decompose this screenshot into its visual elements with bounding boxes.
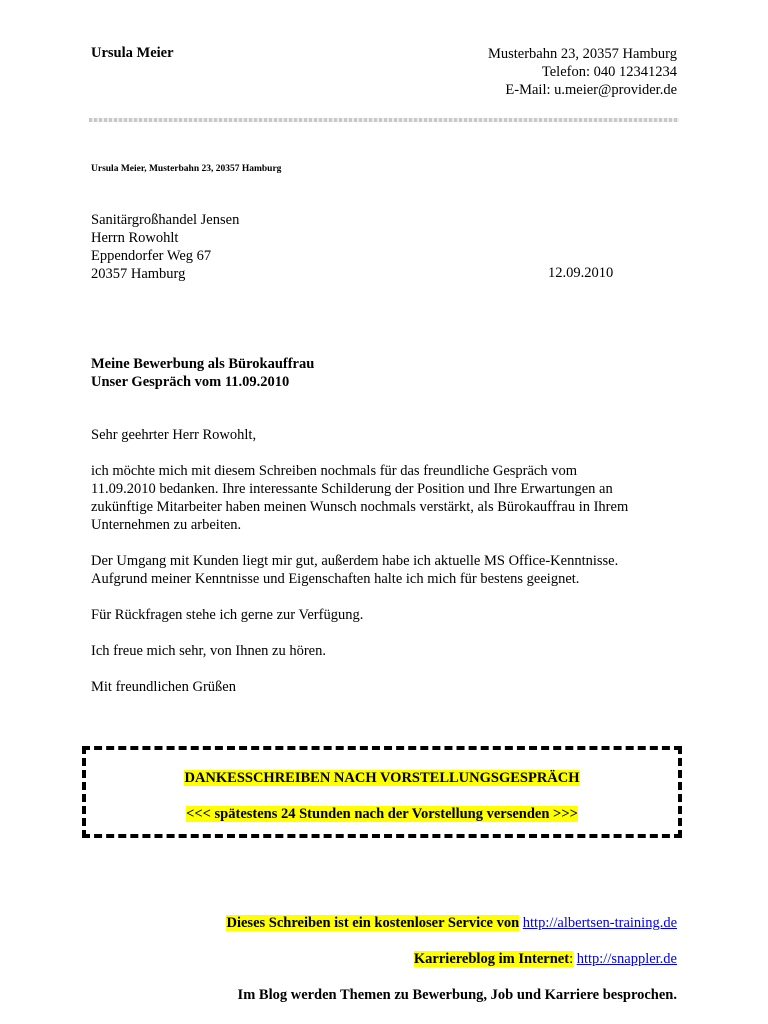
letter-body — [91, 426, 691, 714]
body-paragraph-1-line: 11.09.2010 bedanken. Ihre interessante Schilderung der Position und Ihre Erwartungen an — [91, 481, 613, 497]
service-link[interactable]: http://albertsen-training.de — [522, 915, 677, 931]
blog-link[interactable]: http://snappler.de — [576, 951, 677, 967]
sender-address: Musterbahn 23, 20357 Hamburg — [487, 46, 677, 62]
body-paragraph-2-line: Aufgrund meiner Kenntnisse und Eigenschaften halte ich mich für bestens geeignet. — [91, 571, 580, 587]
recipient-person: Herrn Rowohlt — [91, 230, 179, 246]
sender-contact-block — [488, 45, 677, 99]
body-paragraph-1-line: zukünftige Mitarbeiter haben meinen Wunsch nochmals verstärkt, als Bürokauffrau in Ihrem — [91, 499, 629, 515]
footer-blog-separator: : — [569, 951, 574, 967]
body-paragraph-2 — [91, 552, 691, 588]
footer-service-text: Dieses Schreiben ist ein kostenloser Service von — [226, 915, 520, 931]
sender-name: Ursula Meier — [91, 45, 174, 61]
body-paragraph-1-line: ich möchte mich mit diesem Schreiben nochmals für das freundliche Gespräch vom — [91, 463, 578, 479]
body-paragraph-1-line: Unternehmen zu arbeiten. — [91, 517, 242, 533]
recipient-city: 20357 Hamburg — [91, 266, 186, 282]
subject-line-1: Meine Bewerbung als Bürokauffrau — [91, 356, 315, 372]
body-paragraph-4: Ich freue mich sehr, von Ihnen zu hören. — [91, 643, 326, 659]
footer-service — [226, 915, 677, 932]
subject-line-2: Unser Gespräch vom 11.09.2010 — [91, 374, 290, 390]
header-separator — [89, 118, 679, 122]
body-paragraph-2-line: Der Umgang mit Kunden liegt mir gut, außerdem habe ich aktuelle MS Office-Kenntnisse. — [91, 553, 619, 569]
body-paragraph-3: Für Rückfragen stehe ich gerne zur Verfügung. — [91, 607, 364, 623]
footer-blog-label: Karriereblog im Internet — [413, 951, 570, 967]
sender-phone: Telefon: 040 12341234 — [541, 64, 677, 80]
return-address: Ursula Meier, Musterbahn 23, 20357 Hamburg — [91, 164, 282, 174]
body-paragraph-1 — [91, 462, 691, 534]
notice-title-text: DANKESSCHREIBEN NACH VORSTELLUNGSGESPRÄCH — [184, 770, 580, 786]
notice-box — [82, 746, 682, 838]
recipient-company: Sanitärgroßhandel Jensen — [91, 212, 240, 228]
closing: Mit freundlichen Grüßen — [91, 679, 236, 695]
salutation: Sehr geehrter Herr Rowohlt, — [91, 427, 257, 443]
letter-date: 12.09.2010 — [548, 265, 614, 281]
notice-subtitle — [86, 806, 678, 823]
subject-block — [91, 355, 314, 391]
footer-blog — [414, 951, 677, 968]
footer-blog-note: Im Blog werden Themen zu Bewerbung, Job und Karriere besprochen. — [237, 987, 677, 1003]
notice-subtitle-text: <<< spätestens 24 Stunden nach der Vorstellung versenden >>> — [186, 806, 578, 822]
sender-email: E-Mail: u.meier@provider.de — [505, 82, 677, 98]
notice-title — [86, 770, 678, 787]
recipient-block — [91, 211, 239, 283]
recipient-street: Eppendorfer Weg 67 — [91, 248, 212, 264]
